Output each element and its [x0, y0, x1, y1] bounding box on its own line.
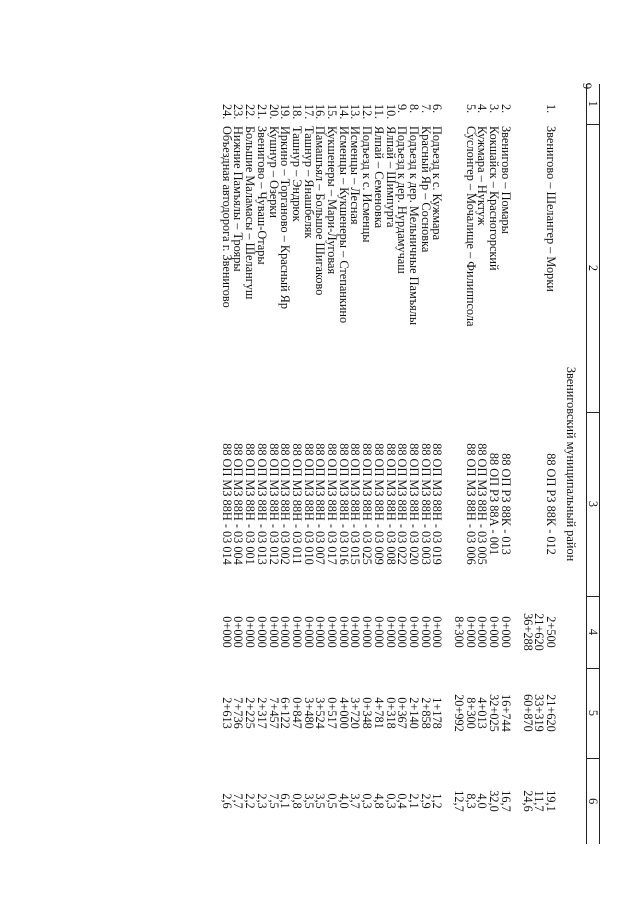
- end-km: 2+140: [406, 697, 421, 729]
- row-number: 23.: [231, 104, 246, 120]
- end-km: 6+122: [278, 697, 293, 729]
- end-km: 3+480: [301, 697, 316, 729]
- road-code: 88 ОП МЗ 88Н - 03 019: [430, 443, 445, 565]
- start-km: 0+000: [395, 616, 410, 648]
- end-km: 2+317: [254, 697, 269, 729]
- start-km: 0+000: [301, 616, 316, 648]
- road-name: Кокшайск – Красногорский: [487, 126, 502, 271]
- road-name: Звенигово – Помары: [498, 126, 513, 234]
- column-header: 4: [587, 596, 600, 668]
- row-number: 21.: [254, 104, 269, 120]
- length-km: 3,7: [348, 793, 363, 809]
- table-row: [243, 84, 255, 844]
- row-number: 18.: [289, 104, 304, 120]
- table-row: [407, 84, 419, 844]
- length-km: 0,4: [395, 793, 410, 809]
- road-code: [533, 412, 545, 596]
- end-km: 16+744: [498, 694, 513, 732]
- start-km: 0+000: [430, 616, 445, 648]
- length-km: 12,7: [452, 790, 467, 812]
- table-header: [587, 84, 600, 844]
- start-km: 0+000: [487, 616, 502, 648]
- length-km: 2,9: [418, 793, 433, 809]
- road-code: 88 ОП МЗ 88Н - 03 025: [360, 443, 375, 565]
- road-code: 88 ОП МЗ 88Н - 03 002: [278, 443, 293, 565]
- length-km: 16,7: [498, 790, 513, 812]
- road-code: 88 ОП МЗ 88Н - 03 015: [348, 443, 363, 565]
- road-code: 88 ОП МЗ 88Н - 03 013: [254, 443, 269, 565]
- row-number: 13.: [348, 104, 363, 120]
- table-row: [360, 84, 372, 844]
- end-km: 2+225: [243, 697, 258, 729]
- road-name: Исменцы – Кукшенеры – Степанкино: [336, 126, 351, 324]
- start-km: 21+620: [532, 613, 547, 651]
- end-km: 0+517: [325, 697, 340, 729]
- row-number: 11.: [371, 104, 386, 119]
- row-number: 16.: [313, 104, 328, 120]
- road-code: 88 ОП МЗ 88Н - 03 017: [325, 443, 340, 565]
- start-km: 2+500: [544, 616, 558, 648]
- road-name: Звенигово – Чуваш-Отары: [254, 126, 269, 265]
- road-name: Ялпай – Семеновка: [371, 126, 386, 229]
- row-number: 8.: [406, 104, 421, 114]
- start-km: 0+000: [231, 616, 246, 648]
- start-km: 0+000: [406, 616, 421, 648]
- road-code: 88 ОП МЗ 88Н - 03 004: [231, 443, 246, 565]
- length-km: 1,2: [430, 793, 445, 809]
- start-km: 0+000: [360, 616, 375, 648]
- row-number: 22.: [243, 104, 258, 120]
- row-number: 4.: [475, 104, 490, 114]
- road-code: 88 ОП МЗ 88Н - 03 011: [289, 443, 304, 565]
- table-row: [544, 84, 556, 844]
- length-km: 11,7: [532, 790, 547, 812]
- row-number: [521, 84, 533, 124]
- road-name: Иркино – Торганово – Красный Яр: [278, 126, 293, 310]
- end-km: 8+300: [463, 697, 478, 729]
- end-km: 0+318: [383, 697, 398, 729]
- end-km: 32+025: [487, 694, 502, 732]
- road-name: Нижние Памъялы – Трояры: [231, 126, 246, 272]
- row-number: [533, 84, 545, 124]
- table-row: [452, 84, 464, 844]
- column-header: 5: [587, 668, 600, 758]
- row-number: 14.: [336, 104, 351, 120]
- end-km: 33+319: [532, 694, 547, 732]
- end-km: 3+524: [313, 697, 328, 729]
- row-number: 9.: [395, 104, 410, 114]
- road-name: Суслонгер – Мочалище – Филиппсола: [463, 126, 478, 327]
- length-km: 3,5: [313, 793, 328, 809]
- road-name: Кужмара – Нуктуж: [475, 126, 490, 226]
- road-name: Красный Яр – Сосновка: [418, 126, 433, 253]
- road-name: Объездная автодорога г. Звенигово: [219, 126, 234, 308]
- length-km: 4,8: [371, 793, 386, 809]
- length-km: 32,0: [487, 790, 502, 812]
- end-km: 0+367: [395, 697, 410, 729]
- road-code: 88 ОП РЗ 88К - 012: [544, 453, 558, 555]
- length-km: 6,1: [278, 793, 293, 809]
- row-number: 10.: [383, 104, 398, 120]
- start-km: 0+000: [418, 616, 433, 648]
- row-number: 2.: [498, 104, 513, 114]
- end-km: 4+000: [336, 697, 351, 729]
- road-code: 88 ОП МЗ 88Н - 03 016: [336, 443, 351, 565]
- end-km: 3+720: [348, 697, 363, 729]
- start-km: 0+000: [254, 616, 269, 648]
- length-km: 0,3: [383, 793, 398, 809]
- road-name: [521, 124, 533, 412]
- rotated-table-container: [100, 84, 600, 844]
- length-km: 0,5: [325, 793, 340, 809]
- road-code: 88 ОП МЗ 88Н - 03 005: [475, 443, 490, 565]
- start-km: 8+300: [452, 616, 467, 648]
- road-code: 88 ОП МЗ 88Н - 03 022: [395, 443, 410, 565]
- road-code: 88 ОП МЗ 88Н - 03 020: [406, 443, 421, 565]
- row-number: 7.: [418, 104, 433, 114]
- column-header: 2: [587, 124, 600, 412]
- road-name: Подъезд к дер. Мельничные Памъялы: [406, 126, 421, 326]
- length-km: 4,0: [475, 793, 490, 809]
- length-km: 4,0: [336, 793, 351, 809]
- end-km: 2+858: [418, 697, 433, 729]
- start-km: 0+000: [313, 616, 328, 648]
- start-km: 0+000: [219, 616, 234, 648]
- end-km: 7+736: [231, 697, 246, 729]
- start-km: 0+000: [289, 616, 304, 648]
- end-km: 0+348: [360, 697, 375, 729]
- column-header: 1: [587, 84, 600, 124]
- end-km: 20+992: [452, 694, 467, 732]
- table-row: [220, 84, 232, 844]
- road-name: Звенигово – Шелангер – Морки: [544, 126, 558, 292]
- column-header: 6: [587, 758, 600, 844]
- page-number: 6: [579, 82, 595, 90]
- start-km: 36+288: [520, 613, 535, 651]
- length-km: 2,3: [254, 793, 269, 809]
- road-code: 88 ОП МЗ 88Н - 03 006: [463, 443, 478, 565]
- row-number: 17.: [301, 104, 316, 120]
- length-km: 19,1: [544, 790, 558, 812]
- row-number: 12.: [360, 104, 375, 120]
- section-title: Звениговский муниципальный район: [564, 366, 578, 562]
- start-km: 0+000: [498, 616, 513, 648]
- end-km: 2+613: [219, 697, 234, 729]
- road-name: Подъезд к дер. Нурдамучаш: [395, 126, 410, 274]
- road-code: 88 ОП МЗ 88Н - 03 001: [243, 443, 258, 565]
- length-km: 7,7: [231, 793, 246, 809]
- road-name: Ташнур – Эндрюк: [289, 126, 304, 222]
- start-km: 0+000: [383, 616, 398, 648]
- road-name: Кушнур – Озерки: [266, 126, 281, 218]
- start-km: 0+000: [463, 616, 478, 648]
- start-km: 0+000: [278, 616, 293, 648]
- length-km: 24,6: [520, 790, 535, 812]
- road-name: Подъезд к с. Исменцы: [360, 126, 375, 243]
- length-km: 3,5: [301, 793, 316, 809]
- row-number: 20.: [266, 104, 281, 120]
- row-number: 24.: [219, 104, 234, 120]
- row-number: [452, 84, 464, 124]
- length-km: 0,3: [360, 793, 375, 809]
- start-km: 0+000: [371, 616, 386, 648]
- length-km: 2,1: [406, 793, 421, 809]
- road-code: 88 ОП МЗ 88Н - 03 007: [313, 443, 328, 565]
- road-code: 88 ОП РЗ 88К - 013: [498, 453, 513, 555]
- row-number: 6.: [430, 104, 445, 114]
- table-body: [220, 84, 586, 844]
- row-number: 15.: [325, 104, 340, 120]
- table-row: [487, 84, 499, 844]
- road-code: 88 ОП РЗ 88А - 001: [487, 452, 502, 556]
- start-km: 0+000: [243, 616, 258, 648]
- road-name: Кукшенеры – Мари-Луговая: [325, 126, 340, 275]
- length-km: 8,3: [463, 793, 478, 809]
- start-km: 0+000: [336, 616, 351, 648]
- start-km: 0+000: [475, 616, 490, 648]
- road-name: Ялпай – Шимпурга: [383, 126, 398, 228]
- table-row: [325, 84, 337, 844]
- table-row: [521, 84, 533, 844]
- road-name: Исменцы – Лесная: [348, 126, 363, 225]
- road-code: 88 ОП МЗ 88Н - 03 008: [383, 443, 398, 565]
- length-km: 2,2: [243, 793, 258, 809]
- end-km: 4+013: [475, 697, 490, 729]
- row-number: 19.: [278, 104, 293, 120]
- road-code: [452, 412, 464, 596]
- row-number: 1.: [544, 104, 558, 114]
- road-name: Ташнур – Янашбеляк: [301, 126, 316, 239]
- end-km: 60+870: [520, 694, 535, 732]
- end-km: 4+781: [371, 697, 386, 729]
- road-code: [521, 412, 533, 596]
- road-code: 88 ОП МЗ 88Н - 03 014: [219, 443, 234, 565]
- road-name: Памашъял – Большое Шигаково: [313, 126, 328, 296]
- roads-table: [220, 84, 600, 844]
- length-km: 0,8: [289, 793, 304, 809]
- start-km: 0+000: [266, 616, 281, 648]
- end-km: 0+847: [289, 697, 304, 729]
- column-header: 3: [587, 412, 600, 596]
- end-km: 21+620: [544, 694, 558, 732]
- road-code: 88 ОП МЗ 88Н - 03 003: [418, 443, 433, 565]
- road-code: 88 ОП МЗ 88Н - 03 009: [371, 443, 386, 565]
- start-km: 0+000: [325, 616, 340, 648]
- end-km: 1+178: [430, 697, 445, 729]
- road-name: Большие Маламасы – Шелангуш: [243, 126, 258, 300]
- length-km: 2,6: [219, 793, 234, 809]
- row-number: 3.: [487, 104, 502, 114]
- start-km: 0+000: [348, 616, 363, 648]
- end-km: 7+457: [266, 697, 281, 729]
- road-code: 88 ОП МЗ 88Н - 03 010: [301, 443, 316, 565]
- road-name: Подъезд к с. Кужмара: [430, 126, 445, 241]
- road-name: [452, 124, 464, 412]
- road-code: 88 ОП МЗ 88Н - 03 012: [266, 443, 281, 565]
- road-name: [533, 124, 545, 412]
- length-km: 7,5: [266, 793, 281, 809]
- row-number: 5.: [463, 104, 478, 114]
